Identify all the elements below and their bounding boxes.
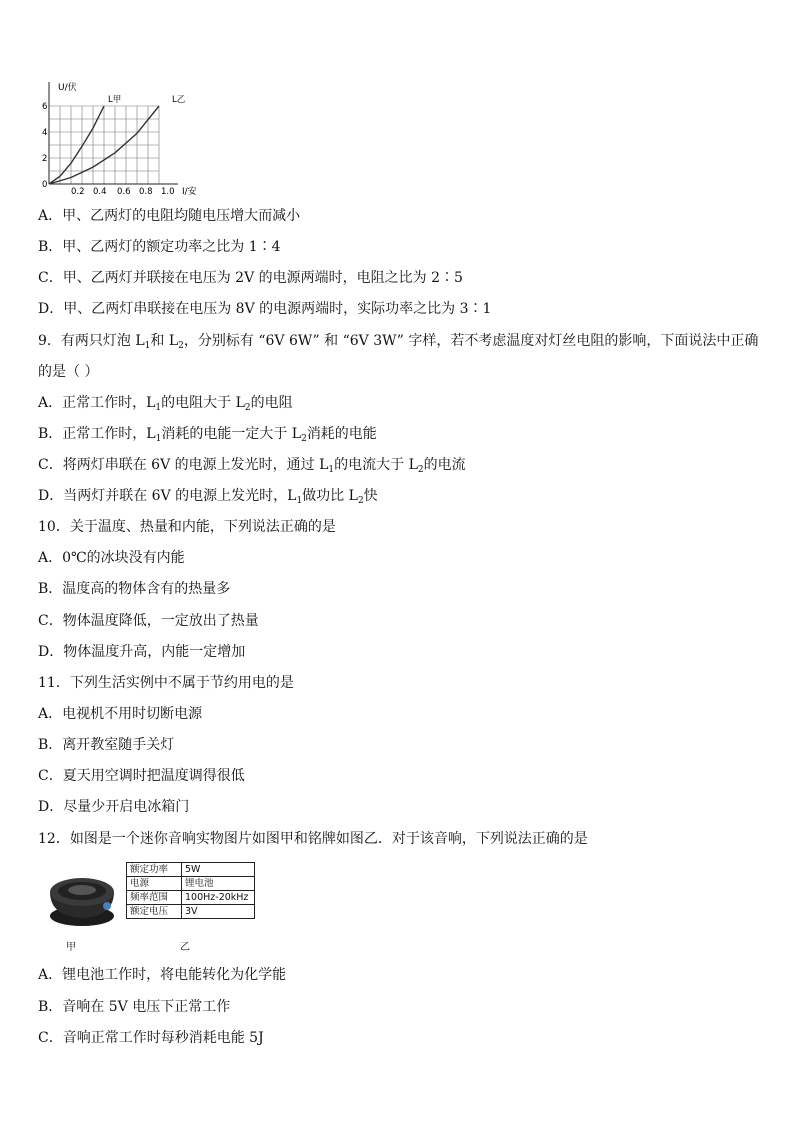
q9-stem-part3: ，分别标有 “6V 6W” 和 “6V 3W” 字样，若不考虑温度对灯丝电阻的影响，下面说法中正确 (183, 333, 759, 349)
q9-a-part2: 的电阻大于 L (161, 395, 245, 411)
subscript: 2 (417, 465, 424, 475)
q9-c-part1: C．将两灯串联在 6V 的电源上发光时，通过 L (38, 457, 329, 473)
q10-option-b: B．温度高的物体含有的热量多 (38, 581, 231, 597)
nameplate-row (127, 891, 255, 905)
curve-label-jia: L甲 (108, 95, 122, 105)
nameplate-row (127, 863, 255, 877)
q9-option-c (38, 456, 466, 474)
q12-option-b: B．音响在 5V 电压下正常工作 (38, 999, 231, 1015)
x-tick-0.2: 0.2 (71, 187, 85, 197)
nameplate-key: 额定电压 (127, 905, 182, 919)
nameplate-key: 电源 (127, 877, 182, 891)
q12-option-a: A．锂电池工作时，将电能转化为化学能 (38, 967, 287, 983)
x-axis-label: I/安 (182, 187, 197, 197)
x-tick-1.0: 1.0 (161, 187, 175, 197)
q9-option-a (38, 394, 293, 412)
q9-a-part1: A．正常工作时，L (38, 395, 156, 411)
q9-c-part3: 的电流 (423, 457, 466, 473)
q12-figure (40, 860, 260, 952)
caption-jia: 甲 (66, 942, 76, 953)
q9-option-d (38, 487, 378, 505)
q11-option-b: B．离开教室随手关灯 (38, 737, 175, 753)
subscript: 2 (178, 341, 184, 351)
q11-stem: 11．下列生活实例中不属于节约用电的是 (38, 675, 294, 691)
y-tick-2: 2 (42, 154, 48, 164)
q9-option-b (38, 425, 377, 443)
q11-option-c: C．夏天用空调时把温度调得很低 (38, 768, 245, 784)
q9-c-part2: 的电流大于 L (334, 457, 418, 473)
nameplate-row (127, 905, 255, 919)
nameplate-key: 额定功率 (127, 863, 182, 877)
nameplate-value: 3V (182, 905, 255, 919)
chart-grid (49, 106, 159, 184)
q12-option-c: C．音响正常工作时每秒消耗电能 5J (38, 1030, 264, 1046)
subscript: 2 (357, 496, 364, 506)
subscript: 1 (328, 465, 335, 475)
q11-option-d: D．尽量少开启电冰箱门 (38, 799, 190, 815)
q9-b-part1: B．正常工作时，L (38, 426, 156, 442)
q9-stem-part1: 9．有两只灯泡 L (38, 333, 145, 349)
q9-d-part1: D．当两灯并联在 6V 的电源上发光时，L (38, 488, 297, 504)
caption-yi: 乙 (180, 942, 190, 953)
subscript: 2 (244, 403, 251, 413)
q10-option-a: A．0℃的冰块没有内能 (38, 550, 185, 566)
nameplate-value: 100Hz-20kHz (182, 891, 255, 905)
nameplate-key: 频率范围 (127, 891, 182, 905)
q9-stem (38, 332, 758, 350)
subscript: 1 (155, 403, 162, 413)
y-tick-0: 0 (42, 180, 48, 190)
x-tick-0.6: 0.6 (117, 187, 131, 197)
q9-stem-part2: 和 L (150, 333, 179, 349)
u-i-chart (28, 80, 218, 200)
q9-d-part3: 快 (363, 488, 378, 504)
q8-option-b: B．甲、乙两灯的额定功率之比为 1∶4 (38, 239, 281, 255)
x-tick-0.8: 0.8 (139, 187, 153, 197)
q8-option-d: D．甲、乙两灯串联接在电压为 8V 的电源两端时，实际功率之比为 3∶1 (38, 301, 492, 317)
x-tick-0.4: 0.4 (93, 187, 107, 197)
q8-option-a: A．甲、乙两灯的电阻均随电压增大而减小 (38, 208, 301, 224)
nameplate-value: 5W (182, 863, 255, 877)
q9-stem-line2: 的是（ ） (38, 364, 99, 380)
q10-stem: 10．关于温度、热量和内能，下列说法正确的是 (38, 519, 336, 535)
q9-d-part2: 做功比 L (302, 488, 358, 504)
q8-option-c: C．甲、乙两灯并联接在电压为 2V 的电源两端时，电阻之比为 2∶5 (38, 270, 463, 286)
y-tick-6: 6 (42, 102, 48, 112)
q11-option-a: A．电视机不用时切断电源 (38, 706, 203, 722)
q9-b-part3: 消耗的电能 (306, 426, 377, 442)
y-tick-4: 4 (42, 128, 48, 138)
nameplate-row (127, 877, 255, 891)
q10-option-d: D．物体温度升高，内能一定增加 (38, 644, 246, 660)
q9-b-part2: 消耗的电能一定大于 L (161, 426, 302, 442)
nameplate-table (126, 862, 255, 919)
curve-label-yi: L乙 (172, 95, 186, 105)
subscript: 2 (301, 434, 307, 444)
nameplate-value: 锂电池 (182, 877, 255, 891)
q12-stem: 12．如图是一个迷你音响实物图片如图甲和铭牌如图乙．对于该音响，下列说法正确的是 (38, 831, 588, 847)
q10-option-c: C．物体温度降低，一定放出了热量 (38, 613, 259, 629)
subscript: 1 (155, 434, 162, 444)
q9-a-part3: 的电阻 (250, 395, 293, 411)
subscript: 1 (296, 496, 303, 506)
subscript: 1 (144, 341, 151, 351)
speaker-image (44, 862, 120, 932)
y-axis-label: U/伏 (58, 83, 77, 93)
